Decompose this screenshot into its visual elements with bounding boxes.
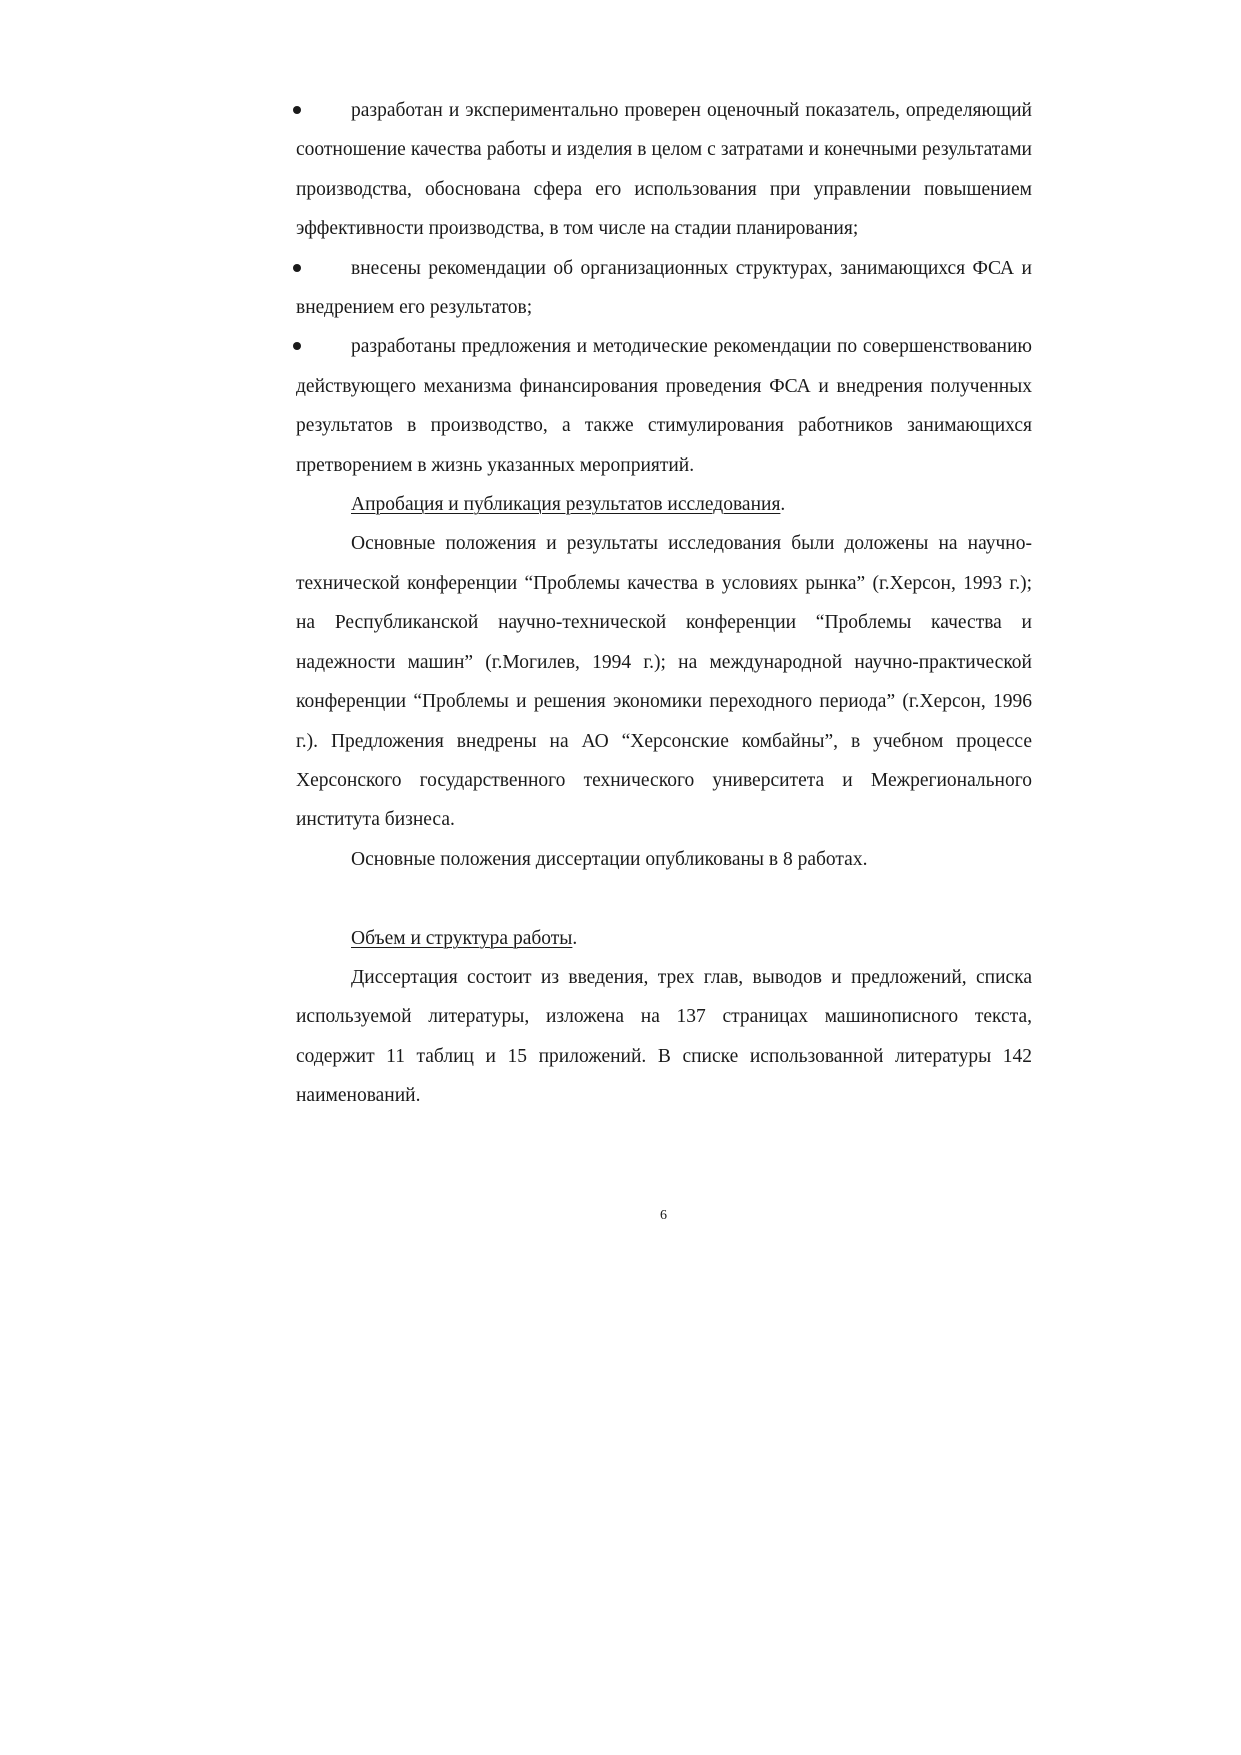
bullet-icon	[293, 91, 302, 130]
bullet-item	[296, 91, 1032, 249]
bullet-icon	[293, 249, 302, 288]
publications-paragraph: Основные положения диссертации опубликованы в 8 работах.	[351, 848, 868, 870]
bullet-item	[296, 327, 1032, 485]
approbation-heading-period: .	[780, 494, 786, 516]
structure-paragraph: Диссертация состоит из введения, трех глав, выводов и предложений, списка используемой литературы, изложена на 137 страницах машинописного текста, содержит 11 таблиц и 15 приложений. В списке использованной литературы 142 наименований.	[296, 966, 1032, 1107]
page-number: 6	[660, 1208, 667, 1223]
structure-heading	[296, 919, 1032, 958]
structure-heading-period: .	[572, 927, 578, 949]
bullet-text: внесены рекомендации об организационных структурах, занимающихся ФСА и внедрением его результатов;	[296, 257, 1032, 319]
approbation-paragraph: Основные положения и результаты исследования были доложены на научно-технической конференции “Проблемы качества в условиях рынка” (г.Херсон, 1993 г.); на Республиканской научно-технической конференции “Проблемы качества и надежности машин” (г.Могилев, 1994 г.); на международной научно-практической конференции “Проблемы и решения экономики переходного периода” (г.Херсон, 1996 г.). Предложения внедрены на АО “Херсонские комбайны”, в учебном процессе Херсонского государственного технического университета и Межрегионального института бизнеса.	[296, 533, 1032, 831]
bullet-icon	[293, 327, 302, 366]
bullet-item	[296, 249, 1032, 328]
approbation-heading-text: Апробация и публикация результатов исследования	[351, 494, 781, 516]
document-page	[296, 91, 1032, 1116]
approbation-heading	[296, 485, 1032, 524]
section-spacer	[296, 879, 1032, 918]
bullet-text: разработаны предложения и методические рекомендации по совершенствованию действующего механизма финансирования проведения ФСА и внедрения полученных результатов в производство, а также стимулирования работников занимающихся претворением в жизнь указанных мероприятий.	[296, 336, 1032, 476]
bullet-text: разработан и экспериментально проверен оценочный показатель, определяющий соотношение качества работы и изделия в целом с затратами и конечными результатами производства, обоснована сфера его использования при управлении повышением эффективности производства, в том числе на стадии планирования;	[296, 100, 1032, 240]
structure-heading-text: Объем и структура работы	[351, 927, 573, 949]
